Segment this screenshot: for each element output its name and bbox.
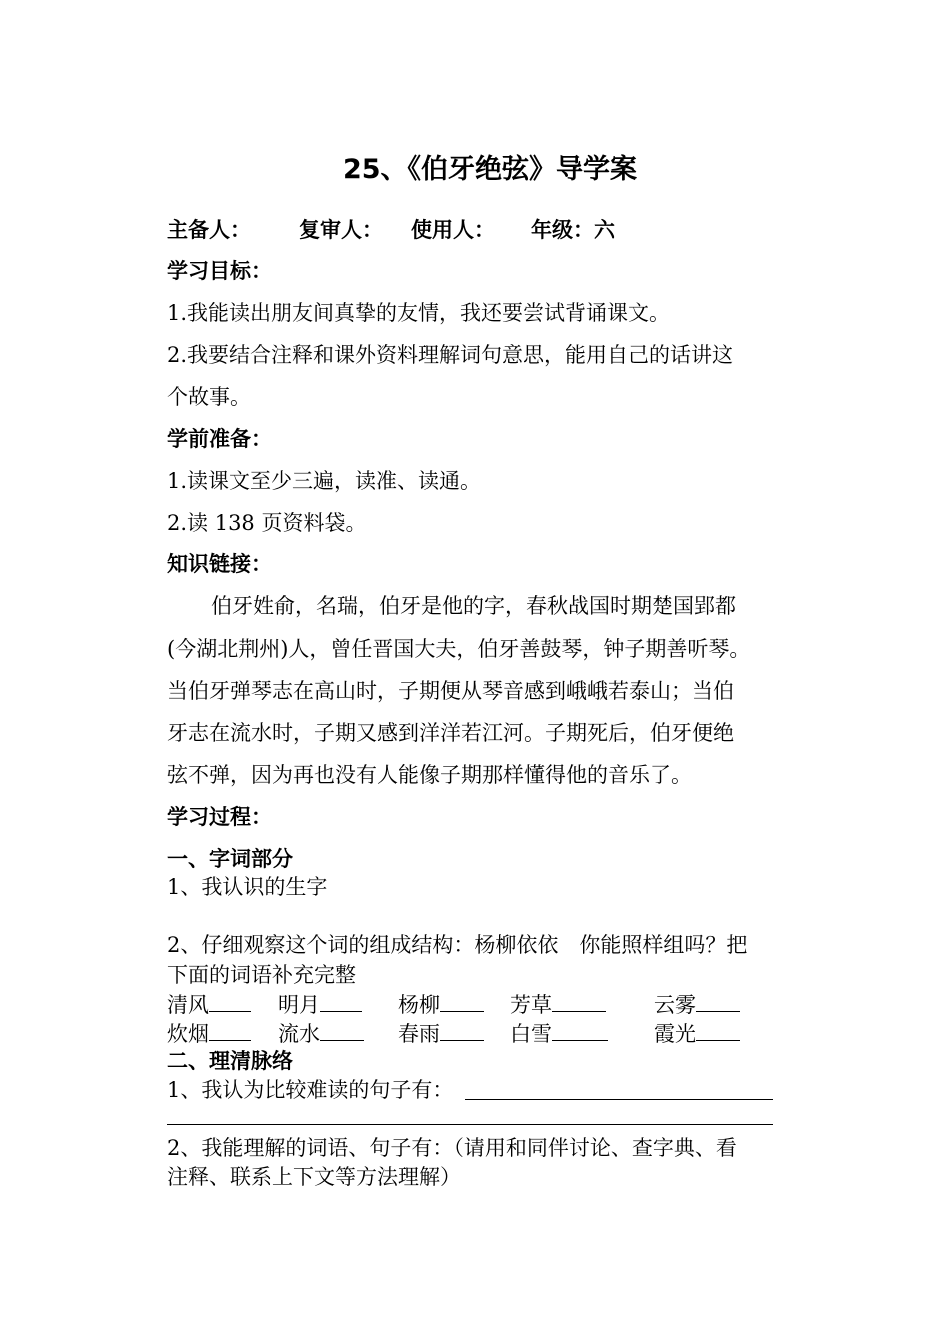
knowledge-line-5: 弦不弹，因为再也没有人能像子期那样懂得他的音乐了。 bbox=[167, 763, 692, 787]
meta-lead: 主备人： bbox=[167, 218, 251, 242]
page-title: 25、《伯牙绝弦》导学案 bbox=[342, 154, 638, 185]
knowledge-line-1: 伯牙姓俞，名瑞，伯牙是他的字，春秋战国时期楚国郢都 bbox=[211, 594, 736, 618]
objectives-heading: 学习目标： bbox=[167, 259, 272, 283]
word-item: 白雪 bbox=[510, 1018, 608, 1048]
word-item: 芳草 bbox=[510, 989, 606, 1019]
fill-blank[interactable] bbox=[696, 1018, 740, 1041]
word-item: 明月 bbox=[278, 989, 362, 1019]
fill-blank[interactable] bbox=[320, 989, 362, 1012]
objective-item-2-line-1: 2.我要结合注释和课外资料理解词句意思，能用自己的话讲这 bbox=[167, 343, 734, 367]
answer-line[interactable] bbox=[465, 1099, 773, 1100]
word-item: 霞光 bbox=[654, 1018, 740, 1048]
objective-item-1: 1.我能读出朋友间真挚的友情，我还要尝试背诵课文。 bbox=[167, 301, 671, 325]
part2-question-2-line-1: 2、我能理解的词语、句子有：（请用和同伴讨论、查字典、看 bbox=[167, 1136, 737, 1160]
preparation-item-1: 1.读课文至少三遍，读准、读通。 bbox=[167, 469, 482, 493]
fill-blank[interactable] bbox=[209, 989, 251, 1012]
preparation-heading: 学前准备： bbox=[167, 427, 272, 451]
knowledge-line-2: (今湖北荆州)人，曾任晋国大夫，伯牙善鼓琴，钟子期善听琴。 bbox=[167, 637, 751, 661]
part2-question-2-line-2: 注释、联系上下文等方法理解） bbox=[167, 1165, 461, 1189]
fill-blank[interactable] bbox=[209, 1018, 251, 1041]
meta-row bbox=[167, 215, 615, 245]
word-item: 云雾 bbox=[654, 989, 740, 1019]
fill-blank[interactable] bbox=[440, 1018, 484, 1041]
word-item: 炊烟 bbox=[167, 1018, 251, 1048]
part2-question-1: 1、我认为比较难读的句子有： bbox=[167, 1078, 454, 1102]
knowledge-line-4: 牙志在流水时，子期又感到洋洋若江河。子期死后，伯牙便绝 bbox=[167, 721, 734, 745]
part2-heading: 二、理清脉络 bbox=[167, 1049, 293, 1073]
part1-heading: 一、字词部分 bbox=[167, 847, 293, 871]
answer-line[interactable] bbox=[167, 1124, 773, 1125]
meta-reviewer: 复审人： bbox=[299, 218, 383, 242]
fill-blank[interactable] bbox=[696, 989, 740, 1012]
word-item: 流水 bbox=[278, 1018, 364, 1048]
objective-item-2-line-2: 个故事。 bbox=[167, 385, 251, 409]
meta-user: 使用人： bbox=[411, 218, 495, 242]
part1-question-2-line-2: 下面的词语补充完整 bbox=[167, 963, 356, 987]
word-item: 清风 bbox=[167, 989, 251, 1019]
fill-blank[interactable] bbox=[552, 1018, 608, 1041]
part1-question-1: 1、我认识的生字 bbox=[167, 875, 328, 899]
part1-question-2-line-1: 2、仔细观察这个词的组成结构：杨柳依依 你能照样组吗？把 bbox=[167, 933, 748, 957]
knowledge-line-3: 当伯牙弹琴志在高山时，子期便从琴音感到峨峨若泰山；当伯 bbox=[167, 679, 734, 703]
meta-grade: 年级：六 bbox=[531, 218, 615, 242]
process-heading: 学习过程： bbox=[167, 805, 272, 829]
fill-blank[interactable] bbox=[320, 1018, 364, 1041]
word-item: 春雨 bbox=[398, 1018, 484, 1048]
fill-blank[interactable] bbox=[552, 989, 606, 1012]
word-item: 杨柳 bbox=[398, 989, 484, 1019]
preparation-item-2: 2.读 138 页资料袋。 bbox=[167, 511, 367, 535]
knowledge-heading: 知识链接： bbox=[167, 552, 272, 576]
fill-blank[interactable] bbox=[440, 989, 484, 1012]
